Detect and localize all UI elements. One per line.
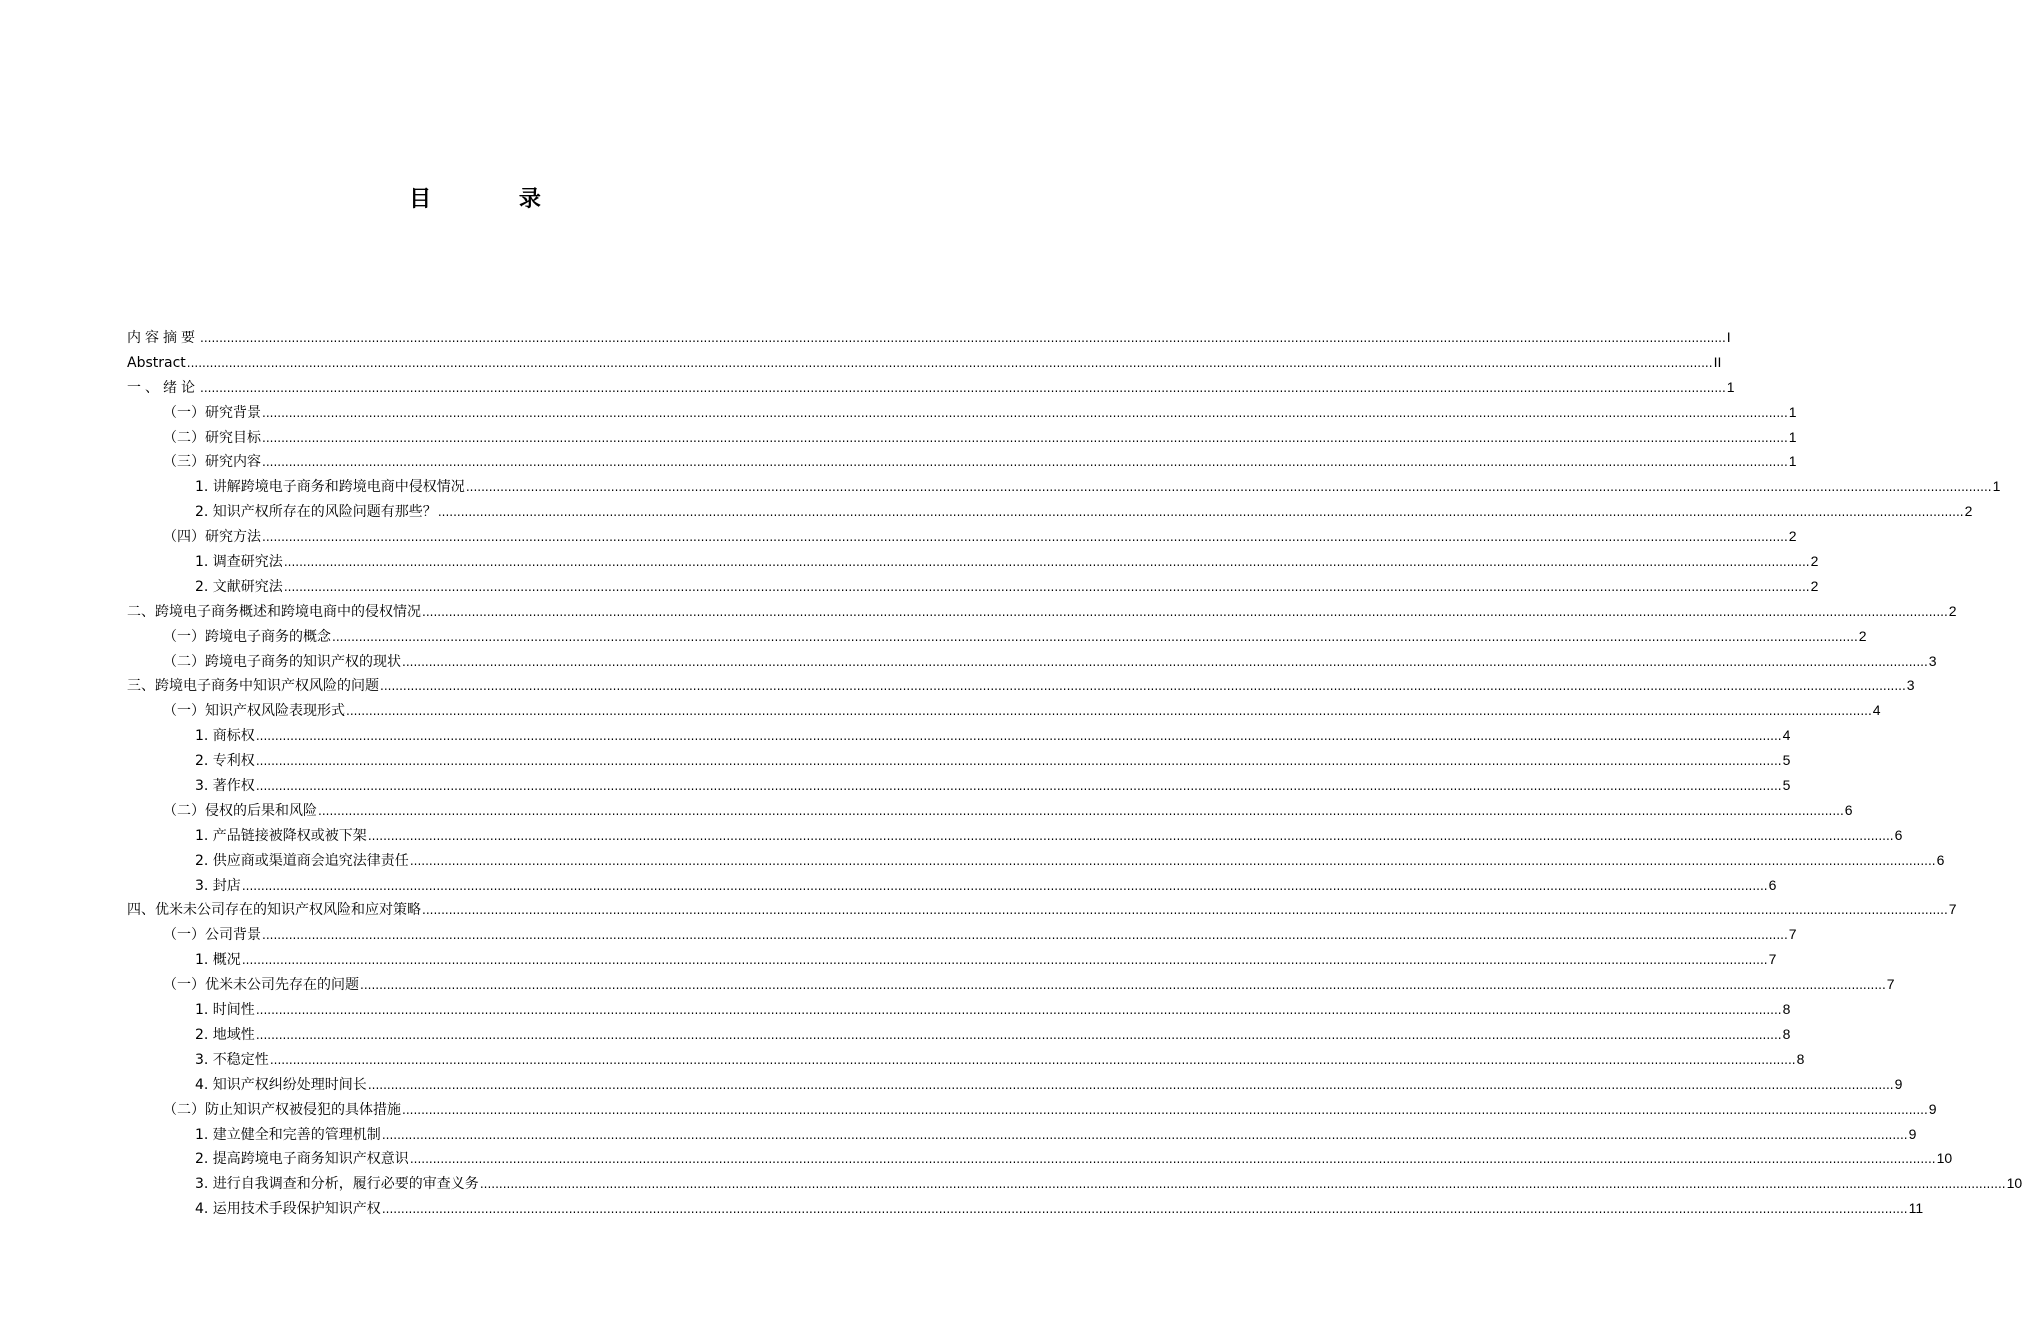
toc-dot-leader: ................................................................................................................................................................................................................................................................................................................................................................................................................ [402, 1102, 1928, 1117]
toc-entry[interactable] [127, 400, 1797, 425]
toc-page-number: 1 [1992, 478, 2001, 495]
toc-page-number: 7 [1788, 926, 1797, 943]
toc-page-number: 2 [1810, 577, 1819, 594]
toc-page-number: 4 [1782, 727, 1791, 744]
toc-page-number: 2 [1810, 553, 1819, 570]
toc-page-number: 2 [1858, 627, 1867, 644]
toc-entry[interactable] [127, 1097, 1937, 1122]
toc-dot-leader: ................................................................................................................................................................................................................................................................................................................................................................................................................ [255, 1003, 1782, 1018]
toc-entry-label: （一）跨境电子商务的概念 [163, 628, 331, 645]
toc-entry[interactable] [127, 1022, 1791, 1047]
toc-page-number: 8 [1796, 1050, 1805, 1067]
toc-page-number: 10 [1936, 1150, 1953, 1167]
toc-dot-leader: ................................................................................................................................................................................................................................................................................................................................................................................................................ [422, 903, 1948, 918]
toc-entry[interactable] [127, 1146, 1953, 1171]
toc-dot-leader: ................................................................................................................................................................................................................................................................................................................................................................................................................ [255, 1027, 1782, 1042]
toc-entry-label: （二）侵权的后果和风险 [163, 802, 317, 819]
toc-dot-leader: ................................................................................................................................................................................................................................................................................................................................................................................................................ [422, 604, 1948, 619]
toc-page-number: 4 [1872, 702, 1881, 719]
toc-page-number: 2 [1964, 503, 1973, 520]
toc-entry-label: 2. 地域性 [195, 1026, 255, 1043]
toc-entry-label: 3. 封店 [195, 877, 241, 894]
toc-page-number: 2 [1788, 528, 1797, 545]
toc-entry[interactable] [127, 1072, 1903, 1097]
toc-dot-leader: ................................................................................................................................................................................................................................................................................................................................................................................................................ [346, 704, 1872, 719]
toc-dot-leader: ................................................................................................................................................................................................................................................................................................................................................................................................................ [380, 679, 1906, 694]
toc-entry-label: 1. 产品链接被降权或被下架 [195, 827, 367, 844]
toc-entry[interactable] [127, 375, 1735, 400]
toc-dot-leader: ................................................................................................................................................................................................................................................................................................................................................................................................................ [409, 853, 1936, 868]
toc-entry[interactable] [127, 624, 1867, 649]
toc-dot-leader: ................................................................................................................................................................................................................................................................................................................................................................................................................ [241, 878, 1768, 893]
toc-page-number: 8 [1782, 1001, 1791, 1018]
toc-dot-leader: ................................................................................................................................................................................................................................................................................................................................................................................................................ [262, 530, 1788, 545]
toc-entry[interactable] [127, 524, 1797, 549]
toc-entry[interactable] [127, 773, 1791, 798]
toc-dot-leader: ................................................................................................................................................................................................................................................................................................................................................................................................................ [262, 928, 1788, 943]
toc-entry[interactable] [127, 798, 1853, 823]
toc-entry-label: 4. 运用技术手段保护知识产权 [195, 1201, 381, 1218]
toc-entry[interactable] [127, 748, 1791, 773]
toc-entry-label: 三、跨境电子商务中知识产权风险的问题 [127, 678, 379, 695]
toc-entry-label: 二、跨境电子商务概述和跨境电商中的侵权情况 [127, 603, 421, 620]
toc-entry-label: 2. 文献研究法 [195, 578, 283, 595]
toc-dot-leader: ................................................................................................................................................................................................................................................................................................................................................................................................................ [332, 629, 1858, 644]
toc-dot-leader: ................................................................................................................................................................................................................................................................................................................................................................................................................ [269, 1052, 1796, 1067]
toc-page-number: 2 [1948, 602, 1957, 619]
toc-page-number: 6 [1844, 801, 1853, 818]
toc-page-number: 5 [1782, 777, 1791, 794]
toc-dot-leader: ................................................................................................................................................................................................................................................................................................................................................................................................................ [360, 978, 1886, 993]
toc-page-number: 3 [1928, 652, 1937, 669]
toc-entry[interactable] [127, 922, 1797, 947]
toc-entry-label: 2. 供应商或渠道商会追究法律责任 [195, 852, 409, 869]
toc-entry-label: 1. 建立健全和完善的管理机制 [195, 1126, 381, 1143]
toc-page-number: 3 [1906, 677, 1915, 694]
toc-entry-label: 3. 不稳定性 [195, 1051, 269, 1068]
toc-page-number: 5 [1782, 752, 1791, 769]
toc-entry-label: （四）研究方法 [163, 529, 261, 546]
toc-entry-label: （一）公司背景 [163, 927, 261, 944]
toc-entry[interactable] [127, 549, 1819, 574]
toc-page-number: 1 [1726, 378, 1735, 395]
toc-dot-leader: ................................................................................................................................................................................................................................................................................................................................................................................................................ [381, 1202, 1908, 1217]
toc-entry-label: 4. 知识产权纠纷处理时间长 [195, 1076, 367, 1093]
toc-page-number: 1 [1788, 403, 1797, 420]
toc-page-number: 6 [1768, 876, 1777, 893]
toc-entry[interactable] [127, 823, 1903, 848]
toc-entry-label: 1. 商标权 [195, 728, 255, 745]
toc-entry-label: 1. 时间性 [195, 1002, 255, 1019]
toc-dot-leader: ................................................................................................................................................................................................................................................................................................................................................................................................................ [409, 1152, 1936, 1167]
toc-dot-leader: ................................................................................................................................................................................................................................................................................................................................................................................................................ [255, 729, 1782, 744]
toc-dot-leader: ................................................................................................................................................................................................................................................................................................................................................................................................................ [318, 803, 1844, 818]
toc-dot-leader: ................................................................................................................................................................................................................................................................................................................................................................................................................ [381, 1127, 1908, 1142]
toc-entry-label: 2. 知识产权所存在的风险问题有那些？ [195, 504, 437, 521]
toc-dot-leader: ................................................................................................................................................................................................................................................................................................................................................................................................................ [186, 355, 1713, 370]
toc-dot-leader: ................................................................................................................................................................................................................................................................................................................................................................................................................ [200, 380, 1726, 395]
toc-entry[interactable] [127, 350, 1722, 375]
toc-entry[interactable] [127, 599, 1957, 624]
toc-dot-leader: ................................................................................................................................................................................................................................................................................................................................................................................................................ [367, 828, 1894, 843]
toc-entry-label: 1. 讲解跨境电子商务和跨境电商中侵权情况 [195, 479, 465, 496]
toc-entry[interactable] [127, 474, 2001, 499]
toc-page-number: 8 [1782, 1025, 1791, 1042]
toc-entry[interactable] [127, 499, 1973, 524]
toc-entry[interactable] [127, 723, 1791, 748]
toc-page-number: 1 [1788, 453, 1797, 470]
toc-entry[interactable] [127, 972, 1895, 997]
toc-entry-label: 1. 调查研究法 [195, 554, 283, 571]
toc-entry-label: 3. 进行自我调查和分析，履行必要的审查义务 [195, 1176, 479, 1193]
toc-entry[interactable] [127, 574, 1819, 599]
toc-entry-label: 3. 著作权 [195, 778, 255, 795]
toc-dot-leader: ................................................................................................................................................................................................................................................................................................................................................................................................................ [255, 754, 1782, 769]
toc-page-number: 9 [1908, 1125, 1917, 1142]
toc-entry[interactable] [127, 1171, 2022, 1196]
toc-dot-leader: ................................................................................................................................................................................................................................................................................................................................................................................................................ [479, 1177, 2006, 1192]
toc-entry-label: （一）研究背景 [163, 404, 261, 421]
toc-page-number: 11 [1908, 1200, 1924, 1217]
toc-entry[interactable] [127, 1047, 1805, 1072]
toc-entry-label: 内容摘要 [127, 330, 199, 346]
toc-page-number: 9 [1928, 1100, 1937, 1117]
toc-entry[interactable] [127, 1122, 1917, 1147]
toc-entry[interactable] [127, 873, 1777, 898]
toc-dot-leader: ................................................................................................................................................................................................................................................................................................................................................................................................................ [283, 579, 1810, 594]
toc-dot-leader: ................................................................................................................................................................................................................................................................................................................................................................................................................ [367, 1077, 1894, 1092]
toc-entry[interactable] [127, 947, 1777, 972]
table-of-contents [127, 325, 2022, 1221]
toc-entry[interactable] [127, 325, 1731, 350]
toc-entry-label: 1. 概况 [195, 952, 241, 969]
toc-dot-leader: ................................................................................................................................................................................................................................................................................................................................................................................................................ [241, 953, 1768, 968]
toc-entry-label: （三）研究内容 [163, 454, 261, 471]
toc-entry-label: 2. 提高跨境电子商务知识产权意识 [195, 1151, 409, 1168]
toc-entry[interactable] [127, 997, 1791, 1022]
toc-entry[interactable] [127, 897, 1957, 922]
toc-page-number: 9 [1894, 1075, 1903, 1092]
toc-page-number: 10 [2006, 1175, 2022, 1192]
toc-entry-label: 2. 专利权 [195, 753, 255, 770]
toc-entry-label: 四、优米未公司存在的知识产权风险和应对策略 [127, 902, 421, 919]
toc-page-number: 7 [1948, 901, 1957, 918]
toc-dot-leader: ................................................................................................................................................................................................................................................................................................................................................................................................................ [262, 430, 1788, 445]
toc-entry-label: （二）防止知识产权被侵犯的具体措施 [163, 1101, 401, 1118]
toc-entry-label: （一）知识产权风险表现形式 [163, 703, 345, 720]
toc-entry[interactable] [127, 649, 1937, 674]
toc-entry-label: （一）优米未公司先存在的问题 [163, 977, 359, 994]
toc-page-number: 6 [1894, 826, 1903, 843]
toc-entry[interactable] [127, 673, 1915, 698]
toc-entry-label: （二）跨境电子商务的知识产权的现状 [163, 653, 401, 670]
toc-entry[interactable] [127, 425, 1797, 450]
toc-entry-label: Abstract [127, 354, 186, 371]
toc-page-number: 1 [1788, 428, 1797, 445]
page-title: 目 录 [409, 187, 581, 212]
toc-dot-leader: ................................................................................................................................................................................................................................................................................................................................................................................................................ [255, 779, 1782, 794]
toc-entry-label: 一、绪论 [127, 379, 199, 396]
toc-dot-leader: ................................................................................................................................................................................................................................................................................................................................................................................................................ [437, 505, 1964, 520]
toc-dot-leader: ................................................................................................................................................................................................................................................................................................................................................................................................................ [402, 654, 1928, 669]
toc-entry[interactable] [127, 698, 1881, 723]
toc-page-number: II [1713, 353, 1722, 370]
toc-dot-leader: ................................................................................................................................................................................................................................................................................................................................................................................................................ [262, 455, 1788, 470]
toc-dot-leader: ................................................................................................................................................................................................................................................................................................................................................................................................................ [465, 480, 1992, 495]
toc-entry[interactable] [127, 1196, 1924, 1221]
toc-page-number: 7 [1768, 951, 1777, 968]
toc-dot-leader: ................................................................................................................................................................................................................................................................................................................................................................................................................ [262, 405, 1788, 420]
toc-page-number: 6 [1936, 851, 1945, 868]
toc-dot-leader: ................................................................................................................................................................................................................................................................................................................................................................................................................ [283, 555, 1810, 570]
toc-page-number: 7 [1886, 976, 1895, 993]
toc-entry[interactable] [127, 449, 1797, 474]
toc-dot-leader: ................................................................................................................................................................................................................................................................................................................................................................................................................ [200, 331, 1726, 345]
toc-entry-label: （二）研究目标 [163, 429, 261, 446]
toc-page-number: I [1726, 329, 1731, 345]
toc-entry[interactable] [127, 848, 1945, 873]
